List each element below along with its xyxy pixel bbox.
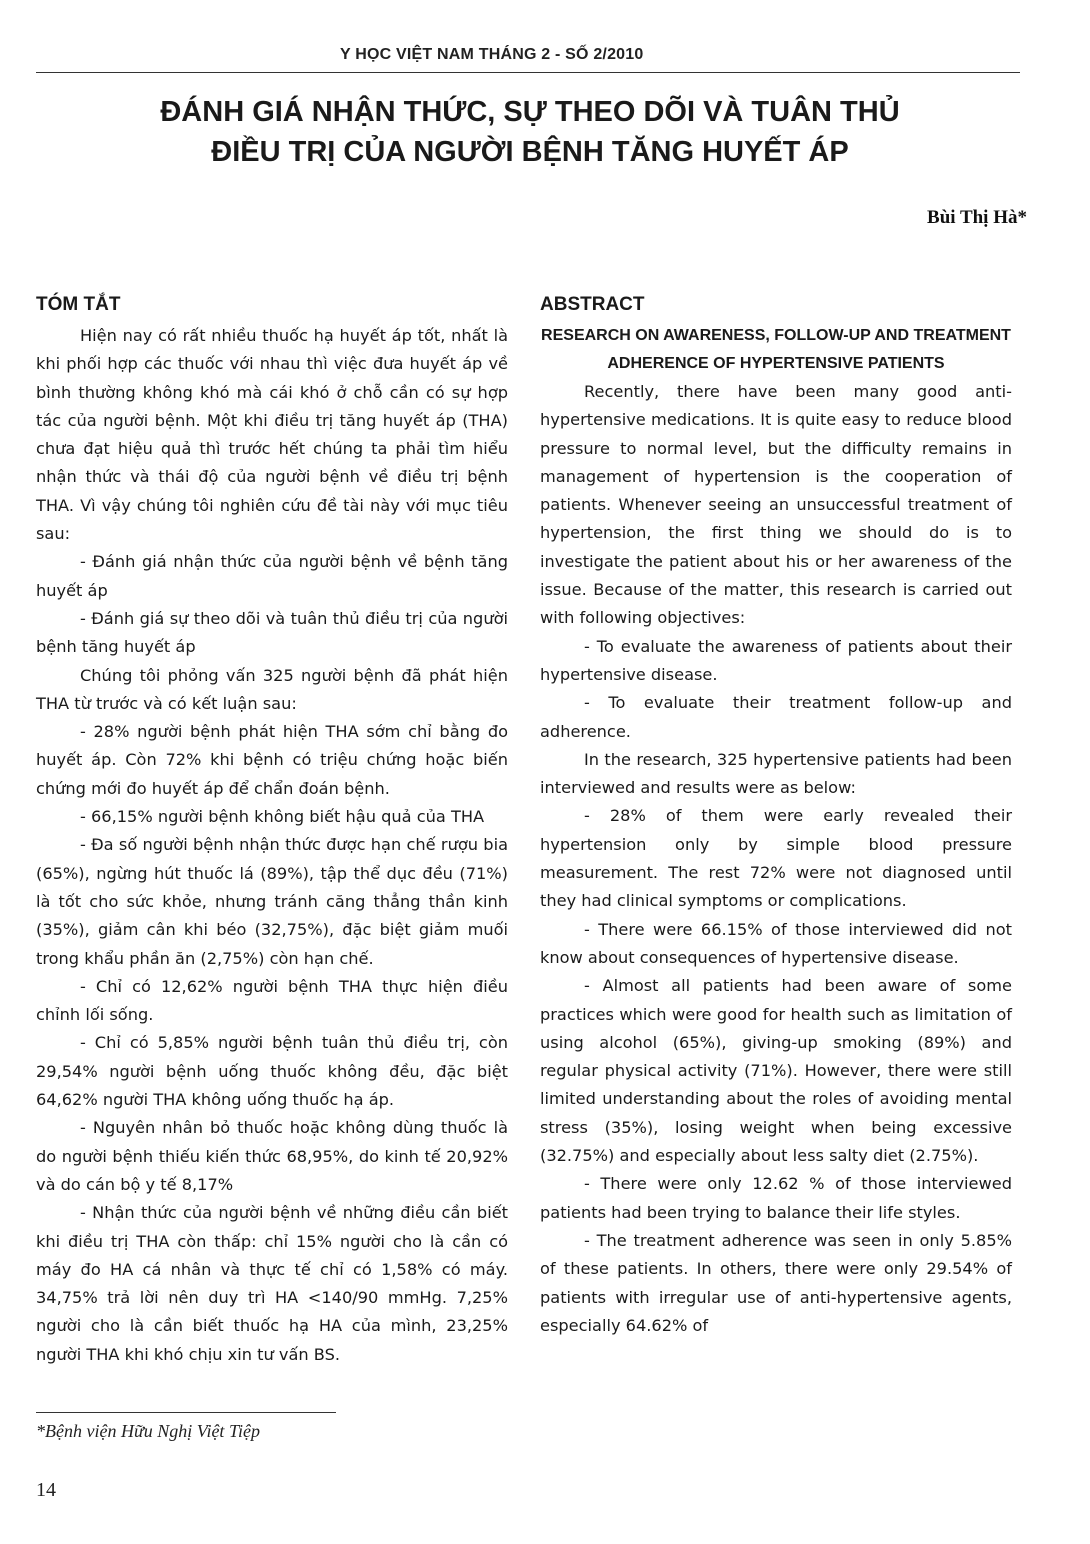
abstract-paragraph: In the research, 325 hypertensive patients had been interviewed and results were as below: [540, 749, 1012, 798]
running-head: Y HỌC VIỆT NAM THÁNG 2 - SỐ 2/2010 [340, 46, 644, 63]
title-line-1: ĐÁNH GIÁ NHẬN THỨC, SỰ THEO DÕI VÀ TUÂN THỦ [160, 96, 900, 128]
article-title [80, 92, 980, 172]
abstract-paragraph: - Almost all patients had been aware of some practices which were good for health such as limitation of using alcohol (65%), giving-up smoking (89%) and regular physical activity (71%). However, there were still limited understanding about the roles of avoiding mental stress (35%), losing weight when being excessive (32.75%) and especially about less salty diet (2.75%). [540, 976, 1012, 1166]
author-name: Bùi Thị Hà* [927, 207, 1027, 228]
abstract-paragraph: - To evaluate the awareness of patients about their hypertensive disease. [540, 636, 1012, 684]
footnote-rule [36, 1412, 336, 1413]
header-rule [36, 72, 1020, 73]
abstract-paragraph: - The treatment adherence was seen in only 5.85% of these patients. In others, there were only 29.54% of patients with irregular use of anti-hypertensive agents, especially 64.62% of [540, 1230, 1012, 1335]
summary-paragraph: Hiện nay có rất nhiều thuốc hạ huyết áp tốt, nhất là khi phối hợp các thuốc với nhau thì việc đưa huyết áp về bình thường không khó mà cái khó ở chỗ cần có sự hợp tác của người bệnh. Một khi điều trị tăng huyết áp (THA) chưa đạt hiệu quả thì trước hết chúng ta phải tìm hiểu nhận thức và thái độ của người bệnh về điều trị bệnh THA. Vì vậy chúng tôi nghiên cứu đề tài này với mục tiêu sau: [36, 326, 508, 544]
abstract-heading: ABSTRACT [540, 294, 645, 315]
summary-paragraph: - 28% người bệnh phát hiện THA sớm chỉ bằng đo huyết áp. Còn 72% khi bệnh có triệu chứng hoặc biến chứng mới đo huyết áp để chẩn đoán bệnh. [36, 722, 508, 798]
abstract-column [540, 292, 1012, 1340]
summary-paragraph: - Đánh giá sự theo dõi và tuân thủ điều trị của người bệnh tăng huyết áp [36, 608, 508, 657]
summary-heading: TÓM TẮT [36, 294, 121, 315]
summary-paragraph: - Nhận thức của người bệnh về những điều cần biết khi điều trị THA còn thấp: chỉ 15% người cho là cần có máy đo HA cá nhân và thực tế chỉ có 1,58% có máy. 34,75% trả lời nên duy trì HA <140/90 mmHg. 7,25% người cho là cần biết thuốc hạ HA của mình, 23,25% người THA khi khó chịu xin tư vấn BS. [36, 1203, 508, 1364]
abstract-paragraph: - To evaluate their treatment follow-up and adherence. [540, 693, 1012, 741]
summary-paragraph: - Chỉ có 12,62% người bệnh THA thực hiện điều chỉnh lối sống. [36, 976, 508, 1025]
summary-paragraph: - 66,15% người bệnh không biết hậu quả của THA [80, 807, 485, 827]
summary-paragraph: Chúng tôi phỏng vấn 325 người bệnh đã phát hiện THA từ trước và có kết luận sau: [36, 665, 508, 713]
title-line-2: ĐIỀU TRỊ CỦA NGƯỜI BỆNH TĂNG HUYẾT ÁP [211, 136, 849, 168]
abstract-paragraph: - There were 66.15% of those interviewed did not know about consequences of hypertensive disease. [540, 919, 1012, 967]
summary-paragraph: - Chỉ có 5,85% người bệnh tuân thủ điều trị, còn 29,54% người bệnh uống thuốc không đều, đặc biệt 64,62% người THA không uống thuốc hạ áp. [36, 1033, 508, 1110]
abstract-paragraph: - 28% of them were early revealed their hypertension only by simple blood pressure measurement. The rest 72% were not diagnosed until they had clinical symptoms or complications. [540, 806, 1012, 911]
abstract-paragraph: Recently, there have been many good anti-hypertensive medications. It is quite easy to reduce blood pressure to normal level, but the difficulty remains in management of hypertension is the cooperation of patients. Whenever seeing an unsuccessful treatment of hypertension, the first thing we should do is to investigate the patient about his or her awareness of the issue. Because of the matter, this research is carried out with following objectives: [540, 382, 1012, 628]
page-number: 14 [36, 1479, 56, 1501]
footnote: *Bệnh viện Hữu Nghị Việt Tiệp [36, 1421, 260, 1441]
summary-paragraph: - Nguyên nhân bỏ thuốc hoặc không dùng thuốc là do người bệnh thiếu kiến thức 68,95%, do kinh tế 20,92% và do cán bộ y tế 8,17% [36, 1118, 508, 1194]
summary-paragraph: - Đánh giá nhận thức của người bệnh về bệnh tăng huyết áp [36, 552, 508, 600]
abstract-subtitle: RESEARCH ON AWARENESS, FOLLOW-UP AND TREATMENT ADHERENCE OF HYPERTENSIVE PATIENTS [541, 327, 1011, 372]
summary-column [36, 292, 508, 1369]
abstract-paragraph: - There were only 12.62 % of those interviewed patients had been trying to balance their life styles. [540, 1174, 1012, 1222]
summary-paragraph: - Đa số người bệnh nhận thức được hạn chế rượu bia (65%), ngừng hút thuốc lá (89%), tập thể dục đều (71%) là tốt cho sức khỏe, nhưng tránh căng thẳng thần kinh (35%), giảm cân khi béo (32,75%), đặc biệt giảm muối trong khẩu phần ăn (2,75%) còn hạn chế. [36, 835, 508, 968]
